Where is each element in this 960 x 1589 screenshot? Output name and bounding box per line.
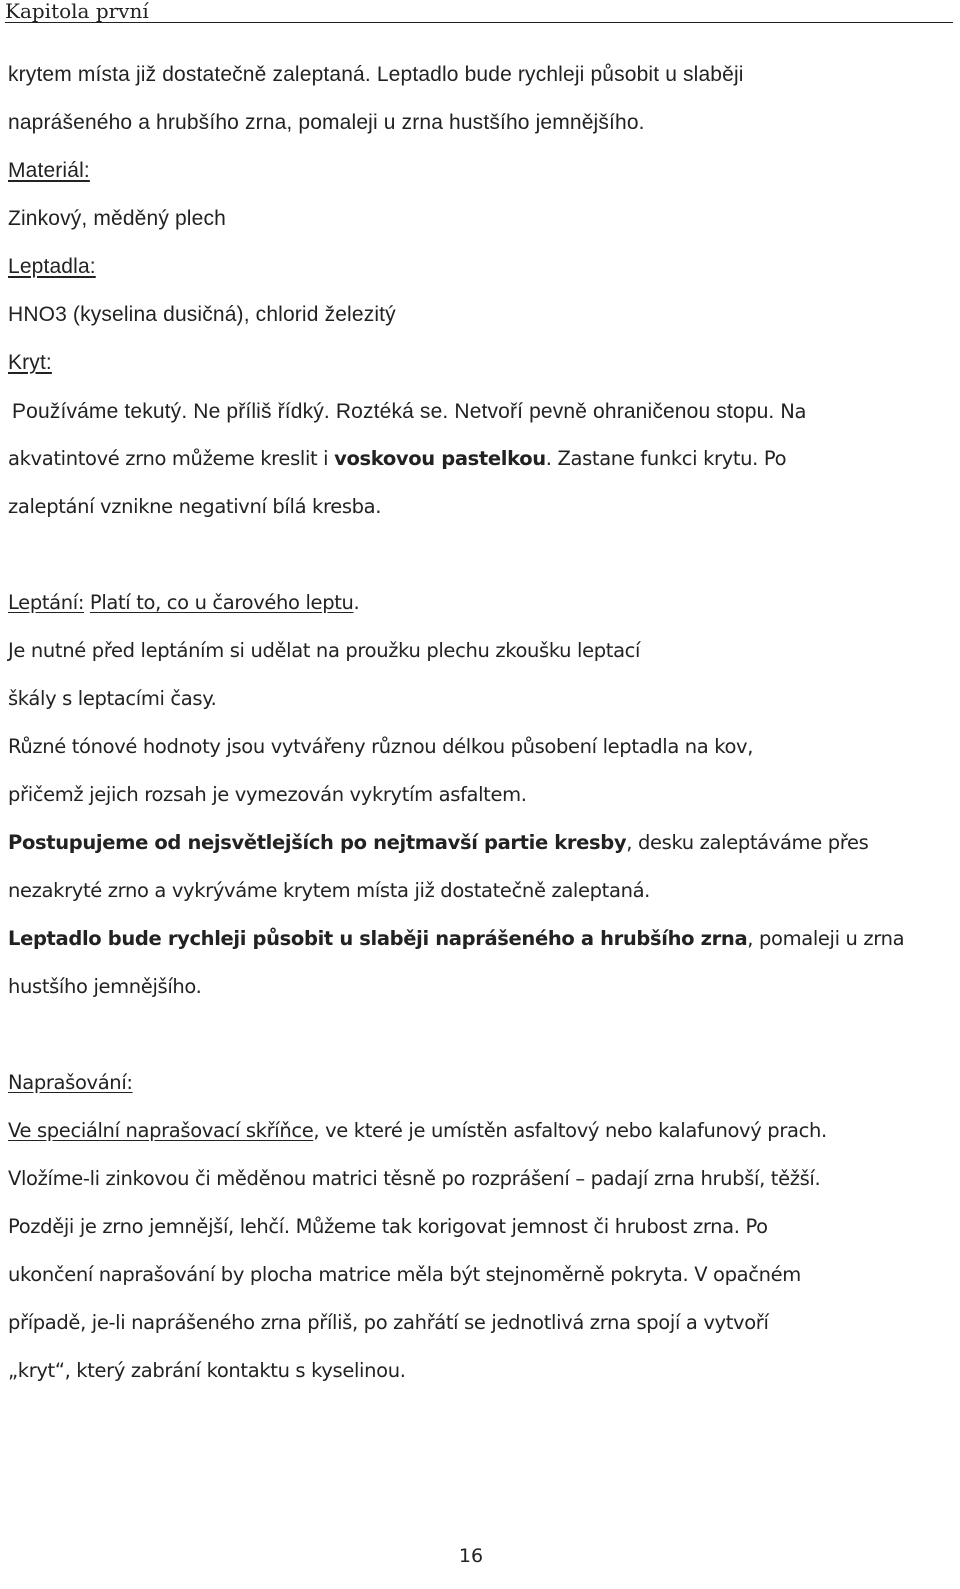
paragraph-line: [8, 446, 786, 472]
leptani-text: , desku zaleptáváme přes: [626, 831, 869, 854]
paragraph-line: Různé tónové hodnoty jsou vytvářeny různou délkou působení leptadla na kov,: [8, 735, 754, 758]
naprasovani-underlined-text: Ve speciální naprašovací skříňce: [8, 1119, 314, 1142]
paragraph-line: zaleptání vznikne negativní bílá kresba.: [8, 495, 382, 518]
paragraph-line: nezakryté zrno a vykrýváme krytem místa již dostatečně zaleptaná.: [8, 879, 651, 902]
material-value: Zinkový, měděný plech: [8, 207, 226, 230]
paragraph-line: přičemž jejich rozsah je vymezován vykrytím asfaltem.: [8, 783, 527, 806]
kryt-text: . Zastane funkci krytu. Po: [545, 447, 787, 470]
leptani-reference: Platí to, co u čarového leptu: [89, 591, 354, 614]
page-number: 16: [458, 1545, 484, 1567]
naprasovani-heading: Naprašování:: [8, 1071, 133, 1094]
paragraph-line: Vložíme-li zinkovou či měděnou matrici těsně po rozprášení – padají zrna hrubší, těžší.: [8, 1167, 821, 1190]
leptani-dot: .: [353, 591, 360, 614]
paragraph-line: Později je zrno jemnější, lehčí. Můžeme tak korigovat jemnost či hrubost zrna. Po: [8, 1215, 768, 1238]
paragraph-line: naprášeného a hrubšího zrna, pomaleji u zrna hustšího jemnějšího.: [8, 111, 645, 134]
paragraph-line: hustšího jemnějšího.: [8, 975, 202, 998]
material-heading: Materiál:: [8, 159, 90, 182]
chapter-header: Kapitola první: [5, 0, 953, 23]
leptani-heading-line: [8, 590, 359, 616]
paragraph-line: případě, je-li naprášeného zrna příliš, po zahřátí se jednotlivá zrna spojí a vytvoří: [8, 1311, 769, 1334]
leptani-heading: Leptání:: [8, 591, 85, 614]
paragraph-line: škály s leptacími časy.: [8, 687, 217, 710]
kryt-text: Používáme tekutý. Ne příliš řídký. Roztéká se. Netvoří pevně ohraničenou stopu.: [12, 400, 775, 423]
kryt-bold-text: voskovou pastelkou: [334, 447, 546, 470]
paragraph-line: [12, 398, 806, 425]
paragraph-line: krytem místa již dostatečně zaleptaná. Leptadlo bude rychleji působit u slaběji: [8, 63, 744, 86]
naprasovani-text: , ve které je umístěn asfaltový nebo kalafunový prach.: [313, 1119, 827, 1142]
paragraph-line: ukončení naprašování by plocha matrice měla být stejnoměrně pokryta. V opačném: [8, 1263, 801, 1286]
paragraph-line: [8, 830, 868, 856]
leptani-bold-text: Postupujeme od nejsvětlejších po nejtmavší partie kresby: [8, 831, 627, 854]
kryt-heading: Kryt:: [8, 351, 52, 374]
leptadla-heading: Leptadla:: [8, 255, 96, 278]
leptani-bold-text: Leptadlo bude rychleji působit u slaběji naprášeného a hrubšího zrna: [8, 927, 748, 950]
paragraph-line: [8, 926, 904, 952]
paragraph-line: „kryt“, který zabrání kontaktu s kyselinou.: [8, 1359, 406, 1382]
kryt-text: akvatintové zrno můžeme kreslit i: [8, 447, 335, 470]
leptadla-value: HNO3 (kyselina dusičná), chlorid železitý: [8, 303, 396, 326]
leptani-text: , pomaleji u zrna: [747, 927, 905, 950]
paragraph-line: [8, 1118, 827, 1144]
paragraph-line: Je nutné před leptáním si udělat na proužku plechu zkoušku leptací: [8, 639, 641, 662]
kryt-text: Na: [774, 400, 807, 423]
